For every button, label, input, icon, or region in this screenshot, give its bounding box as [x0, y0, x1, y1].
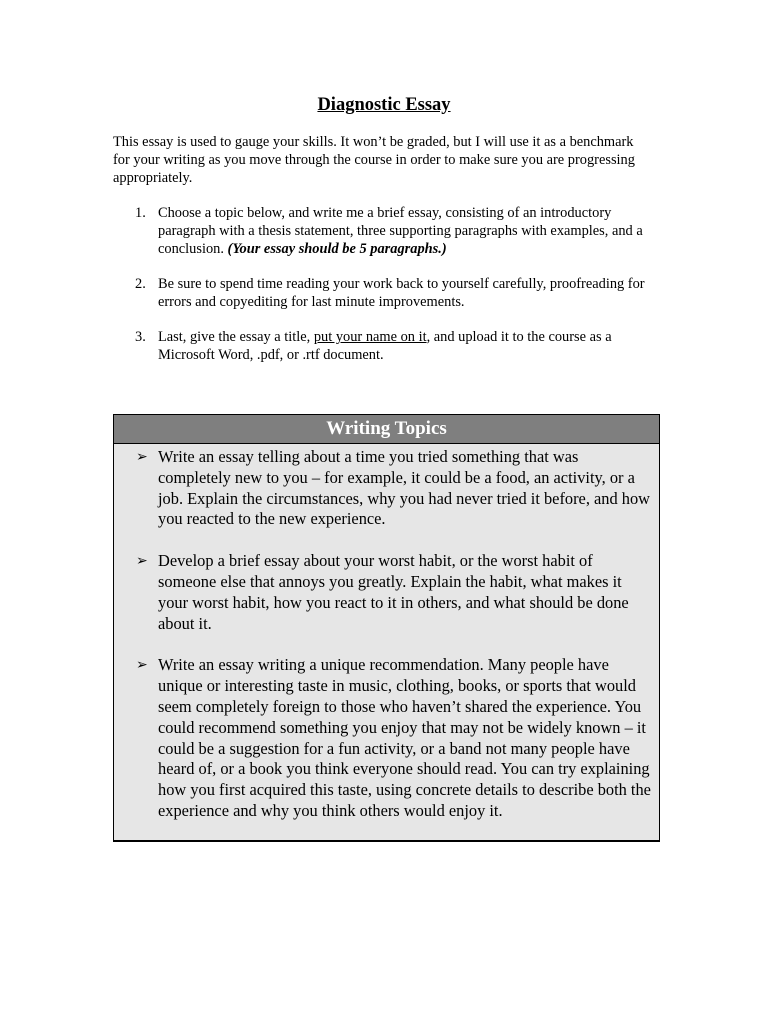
instruction-emphasis: (Your essay should be 5 paragraphs.)	[227, 241, 447, 257]
topic-text: Write an essay writing a unique recommendation. Many people have unique or interesting taste in music, clothing, books, or sports that would seem completely foreign to those who haven’t shared the experience. You could recommend something you enjoy that may not be widely known – it could be a suggestion for a fun activity, or a band not many people have heard of, or a book you think everyone should read. You can try explaining how you first acquired this taste, using concrete details to describe both the experience and why you think others would enjoy it.	[158, 655, 651, 820]
writing-topics-header: Writing Topics	[114, 415, 659, 444]
instructions-list	[113, 204, 658, 381]
instruction-underlined-text: put your name on it	[313, 329, 427, 345]
topic-text: Write an essay telling about a time you tried something that was completely new to you – for example, it could be a food, an activity, or a job. Explain the circumstances, why you had never tried it before, and how you reacted to the new experience.	[158, 447, 651, 529]
instruction-text: Choose a topic below, and write me a brief essay, consisting of an introductory paragraph with a thesis statement, three supporting paragraphs with examples, and a conclusion.	[158, 205, 643, 257]
instruction-item	[113, 275, 658, 311]
instruction-number: 2.	[135, 276, 146, 292]
instruction-number: 1.	[135, 205, 146, 221]
document-title: Diagnostic Essay	[317, 95, 451, 115]
writing-topics-list	[114, 447, 659, 822]
topic-item	[114, 447, 659, 530]
writing-topics-box	[113, 414, 660, 842]
topic-item	[114, 655, 659, 821]
instruction-text: Be sure to spend time reading your work back to yourself carefully, proofreading for errors and copyediting for last minute improvements.	[158, 276, 645, 310]
arrow-right-icon: ➢	[136, 553, 148, 570]
instruction-text: Last, give the essay a title,	[158, 329, 314, 345]
instruction-number: 3.	[135, 329, 146, 345]
topic-text: Develop a brief essay about your worst habit, or the worst habit of someone else that annoys you greatly. Explain the habit, what makes it your worst habit, how you react to it in others, and what should be done about it.	[158, 551, 629, 633]
instruction-text: , and upload it to the course as a Microsoft Word, .pdf, or .rtf document.	[158, 329, 612, 363]
instruction-item	[113, 328, 658, 364]
intro-paragraph: This essay is used to gauge your skills. It won’t be graded, but I will use it as a benchmark for your writing as you move through the course in order to make sure you are progressing appropriately.	[113, 134, 635, 186]
instruction-item	[113, 204, 658, 258]
topic-item	[114, 551, 659, 634]
arrow-right-icon: ➢	[136, 449, 148, 465]
arrow-right-icon: ➢	[136, 657, 148, 674]
